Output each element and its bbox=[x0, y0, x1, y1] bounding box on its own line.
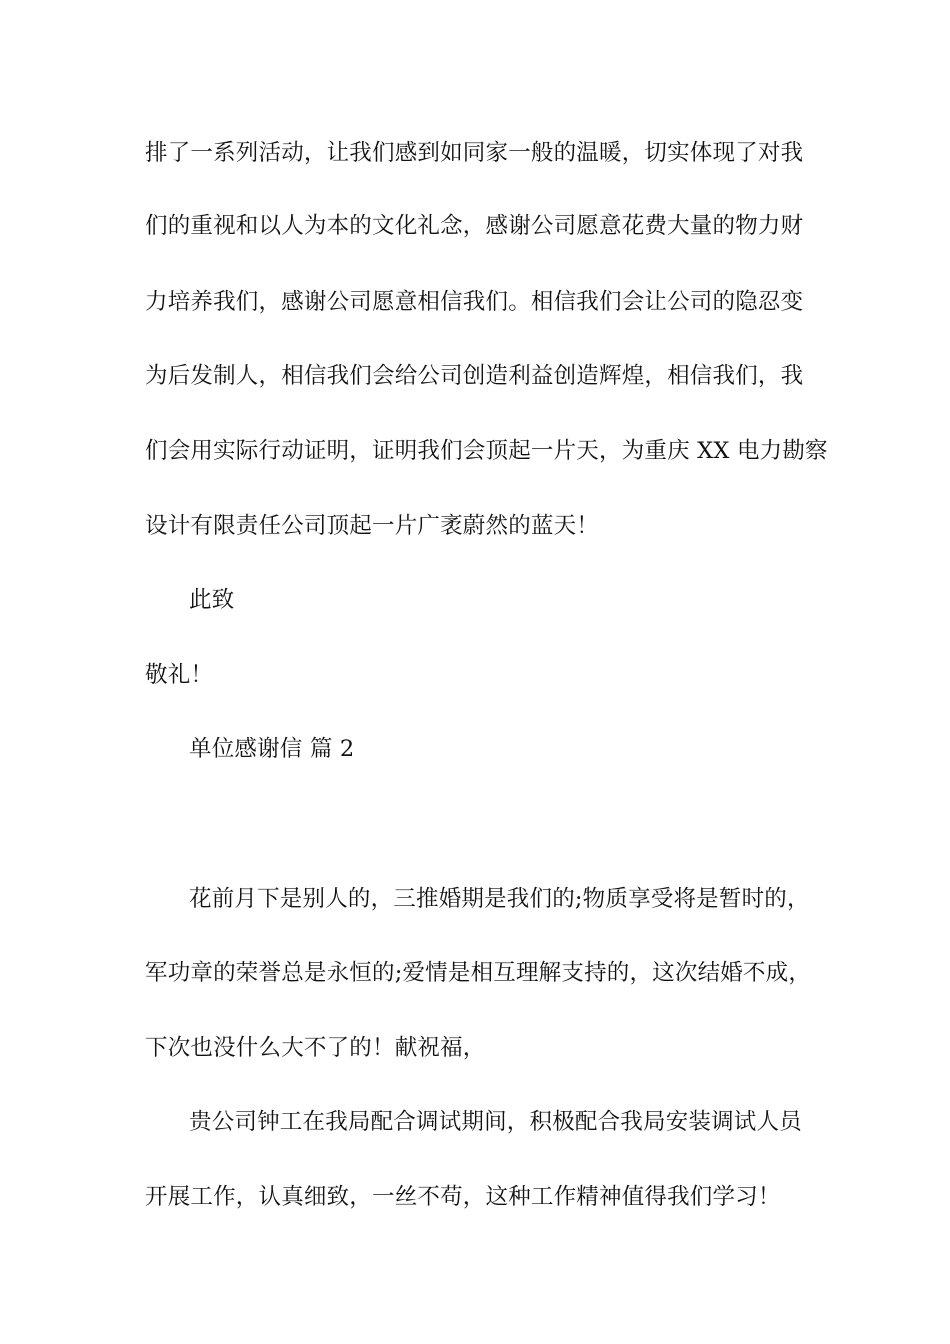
closing-salutation: 此致 bbox=[189, 587, 235, 613]
paragraph-1-line-1: 排了一系列活动，让我们感到如同家一般的温暖，切实体现了对我 bbox=[145, 140, 804, 166]
paragraph-3-line-2: 开展工作，认真细致，一丝不苟，这种工作精神值得我们学习！ bbox=[145, 1184, 781, 1210]
paragraph-1-line-2: 们的重视和以人为本的文化礼念，感谢公司愿意花费大量的物力财 bbox=[145, 213, 804, 239]
section-title: 单位感谢信 篇 2 bbox=[189, 736, 355, 762]
paragraph-2-line-3: 下次也没什么大不了的！献祝福， bbox=[145, 1035, 486, 1061]
paragraph-2-line-2: 军功章的荣誉总是永恒的;爱情是相互理解支持的，这次结婚不成， bbox=[145, 960, 812, 986]
paragraph-2-line-1: 花前月下是别人的，三推婚期是我们的;物质享受将是暂时的， bbox=[189, 886, 810, 912]
paragraph-1-line-6: 设计有限责任公司顶起一片广袤蔚然的蓝天！ bbox=[145, 513, 600, 539]
closing-regards: 敬礼！ bbox=[145, 662, 214, 688]
paragraph-1-line-5: 们会用实际行动证明，证明我们会顶起一片天，为重庆 XX 电力勘察 bbox=[145, 438, 828, 464]
paragraph-1-line-3: 力培养我们，感谢公司愿意相信我们。相信我们会让公司的隐忍变 bbox=[145, 289, 804, 315]
paragraph-1-line-4: 为后发制人，相信我们会给公司创造利益创造辉煌，相信我们，我 bbox=[145, 363, 804, 389]
paragraph-3-line-1: 贵公司钟工在我局配合调试期间，积极配合我局安装调试人员 bbox=[189, 1109, 802, 1135]
